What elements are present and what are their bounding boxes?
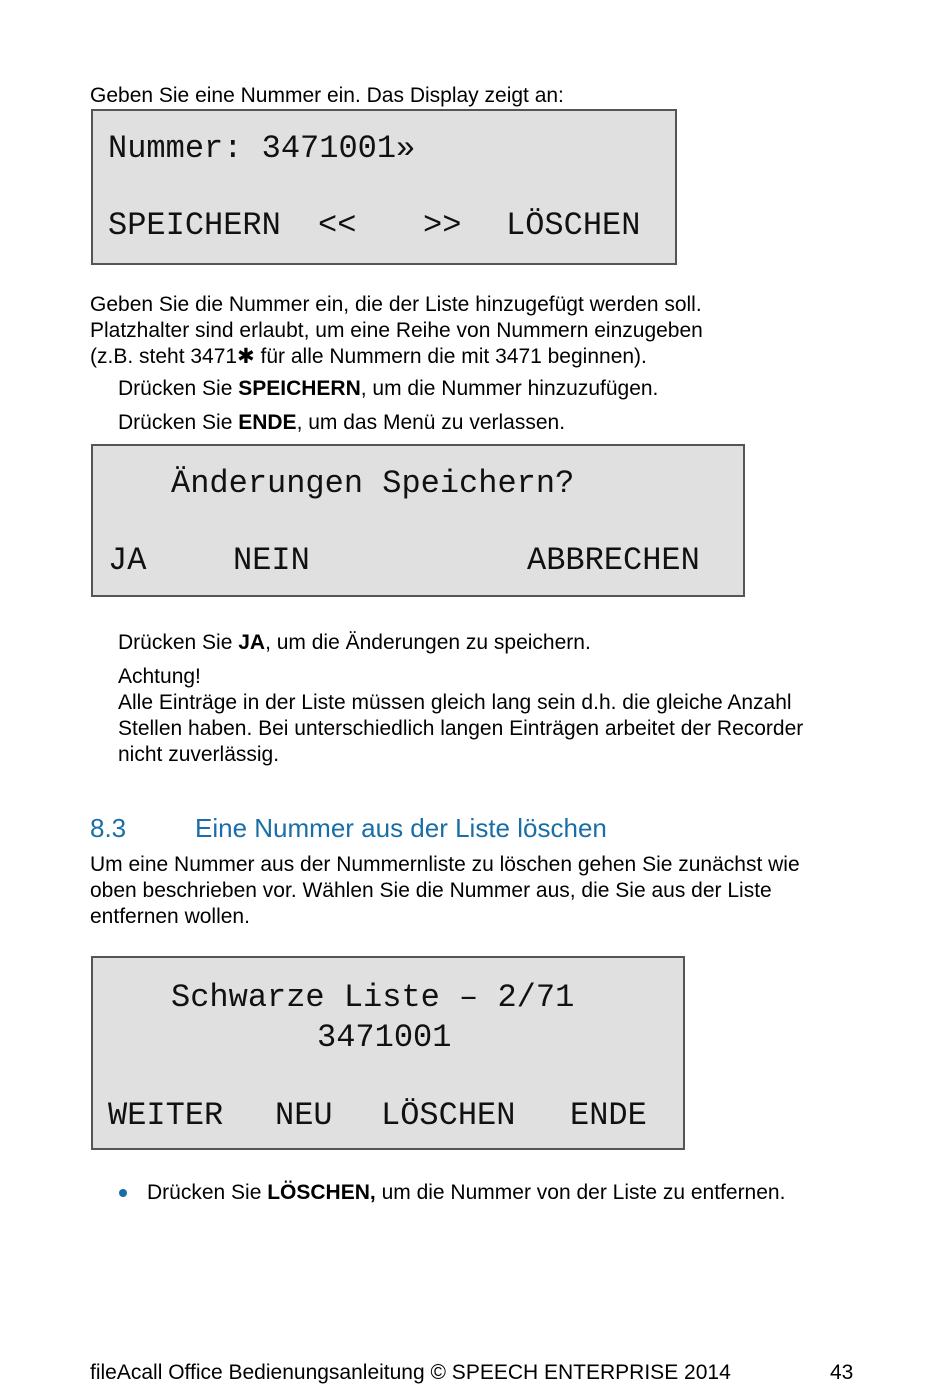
page-number: 43: [830, 1361, 854, 1384]
softkey-speichern[interactable]: SPEICHERN: [108, 207, 281, 244]
para-line: entfernen wollen.: [90, 905, 250, 928]
key-ja: JA: [238, 631, 266, 654]
para-line: (z.B. steht 3471✱ für alle Nummern die mit 3471 beginnen).: [90, 345, 647, 368]
softkey-ende[interactable]: ENDE: [570, 1097, 647, 1134]
warning-title: Achtung!: [118, 665, 201, 688]
section-number: 8.3: [90, 813, 127, 843]
warning-line: Stellen haben. Bei unterschiedlich langen Einträgen arbeitet der Recorder: [118, 717, 804, 740]
display-number-entry: [91, 109, 677, 265]
softkey-ja[interactable]: JA: [108, 542, 147, 579]
softkey-back[interactable]: <<: [318, 207, 357, 244]
softkey-abbrechen[interactable]: ABBRECHEN: [527, 542, 700, 579]
softkey-nein[interactable]: NEIN: [233, 542, 310, 579]
display-blacklist: [91, 956, 685, 1150]
display-number: 3471001: [317, 1019, 452, 1056]
softkey-loeschen[interactable]: LÖSCHEN: [381, 1097, 516, 1134]
display-line: Änderungen Speichern?: [171, 465, 575, 502]
warning-line: Alle Einträge in der Liste müssen gleich lang sein d.h. die gleiche Anzahl: [118, 691, 792, 714]
footer-text: fileAcall Office Bedienungsanleitung © SPEECH ENTERPRISE 2014: [90, 1361, 731, 1384]
bullet-icon: [119, 1189, 127, 1197]
para-line: Um eine Nummer aus der Nummernliste zu löschen gehen Sie zunächst wie: [90, 853, 800, 876]
para-line: Geben Sie die Nummer ein, die der Liste hinzugefügt werden soll.: [90, 293, 702, 316]
para-line: oben beschrieben vor. Wählen Sie die Nummer aus, die Sie aus der Liste: [90, 879, 772, 902]
key-loeschen: LÖSCHEN,: [267, 1181, 376, 1204]
display-line: Nummer: 3471001»: [108, 130, 416, 167]
warning-line: nicht zuverlässig.: [118, 743, 280, 766]
step-delete: Drücken Sie LÖSCHEN, um die Nummer von der Liste zu entfernen.: [147, 1181, 786, 1204]
key-speichern: SPEICHERN: [238, 377, 361, 400]
softkey-neu[interactable]: NEU: [275, 1097, 333, 1134]
softkey-loeschen[interactable]: LÖSCHEN: [506, 207, 641, 244]
display-save-changes: [91, 444, 745, 597]
key-ende: ENDE: [238, 411, 297, 434]
display-line: Schwarze Liste – 2/71: [171, 979, 575, 1016]
section-title: Eine Nummer aus der Liste löschen: [195, 813, 607, 843]
softkey-forward[interactable]: >>: [423, 207, 462, 244]
softkey-weiter[interactable]: WEITER: [108, 1097, 224, 1134]
intro-text: Geben Sie eine Nummer ein. Das Display zeigt an:: [90, 84, 564, 107]
step-yes: Drücken Sie JA, um die Änderungen zu speichern.: [118, 631, 591, 654]
step-save: Drücken Sie SPEICHERN, um die Nummer hinzuzufügen.: [118, 377, 659, 400]
para-line: Platzhalter sind erlaubt, um eine Reihe von Nummern einzugeben: [90, 319, 703, 342]
step-end: Drücken Sie ENDE, um das Menü zu verlassen.: [118, 411, 566, 434]
